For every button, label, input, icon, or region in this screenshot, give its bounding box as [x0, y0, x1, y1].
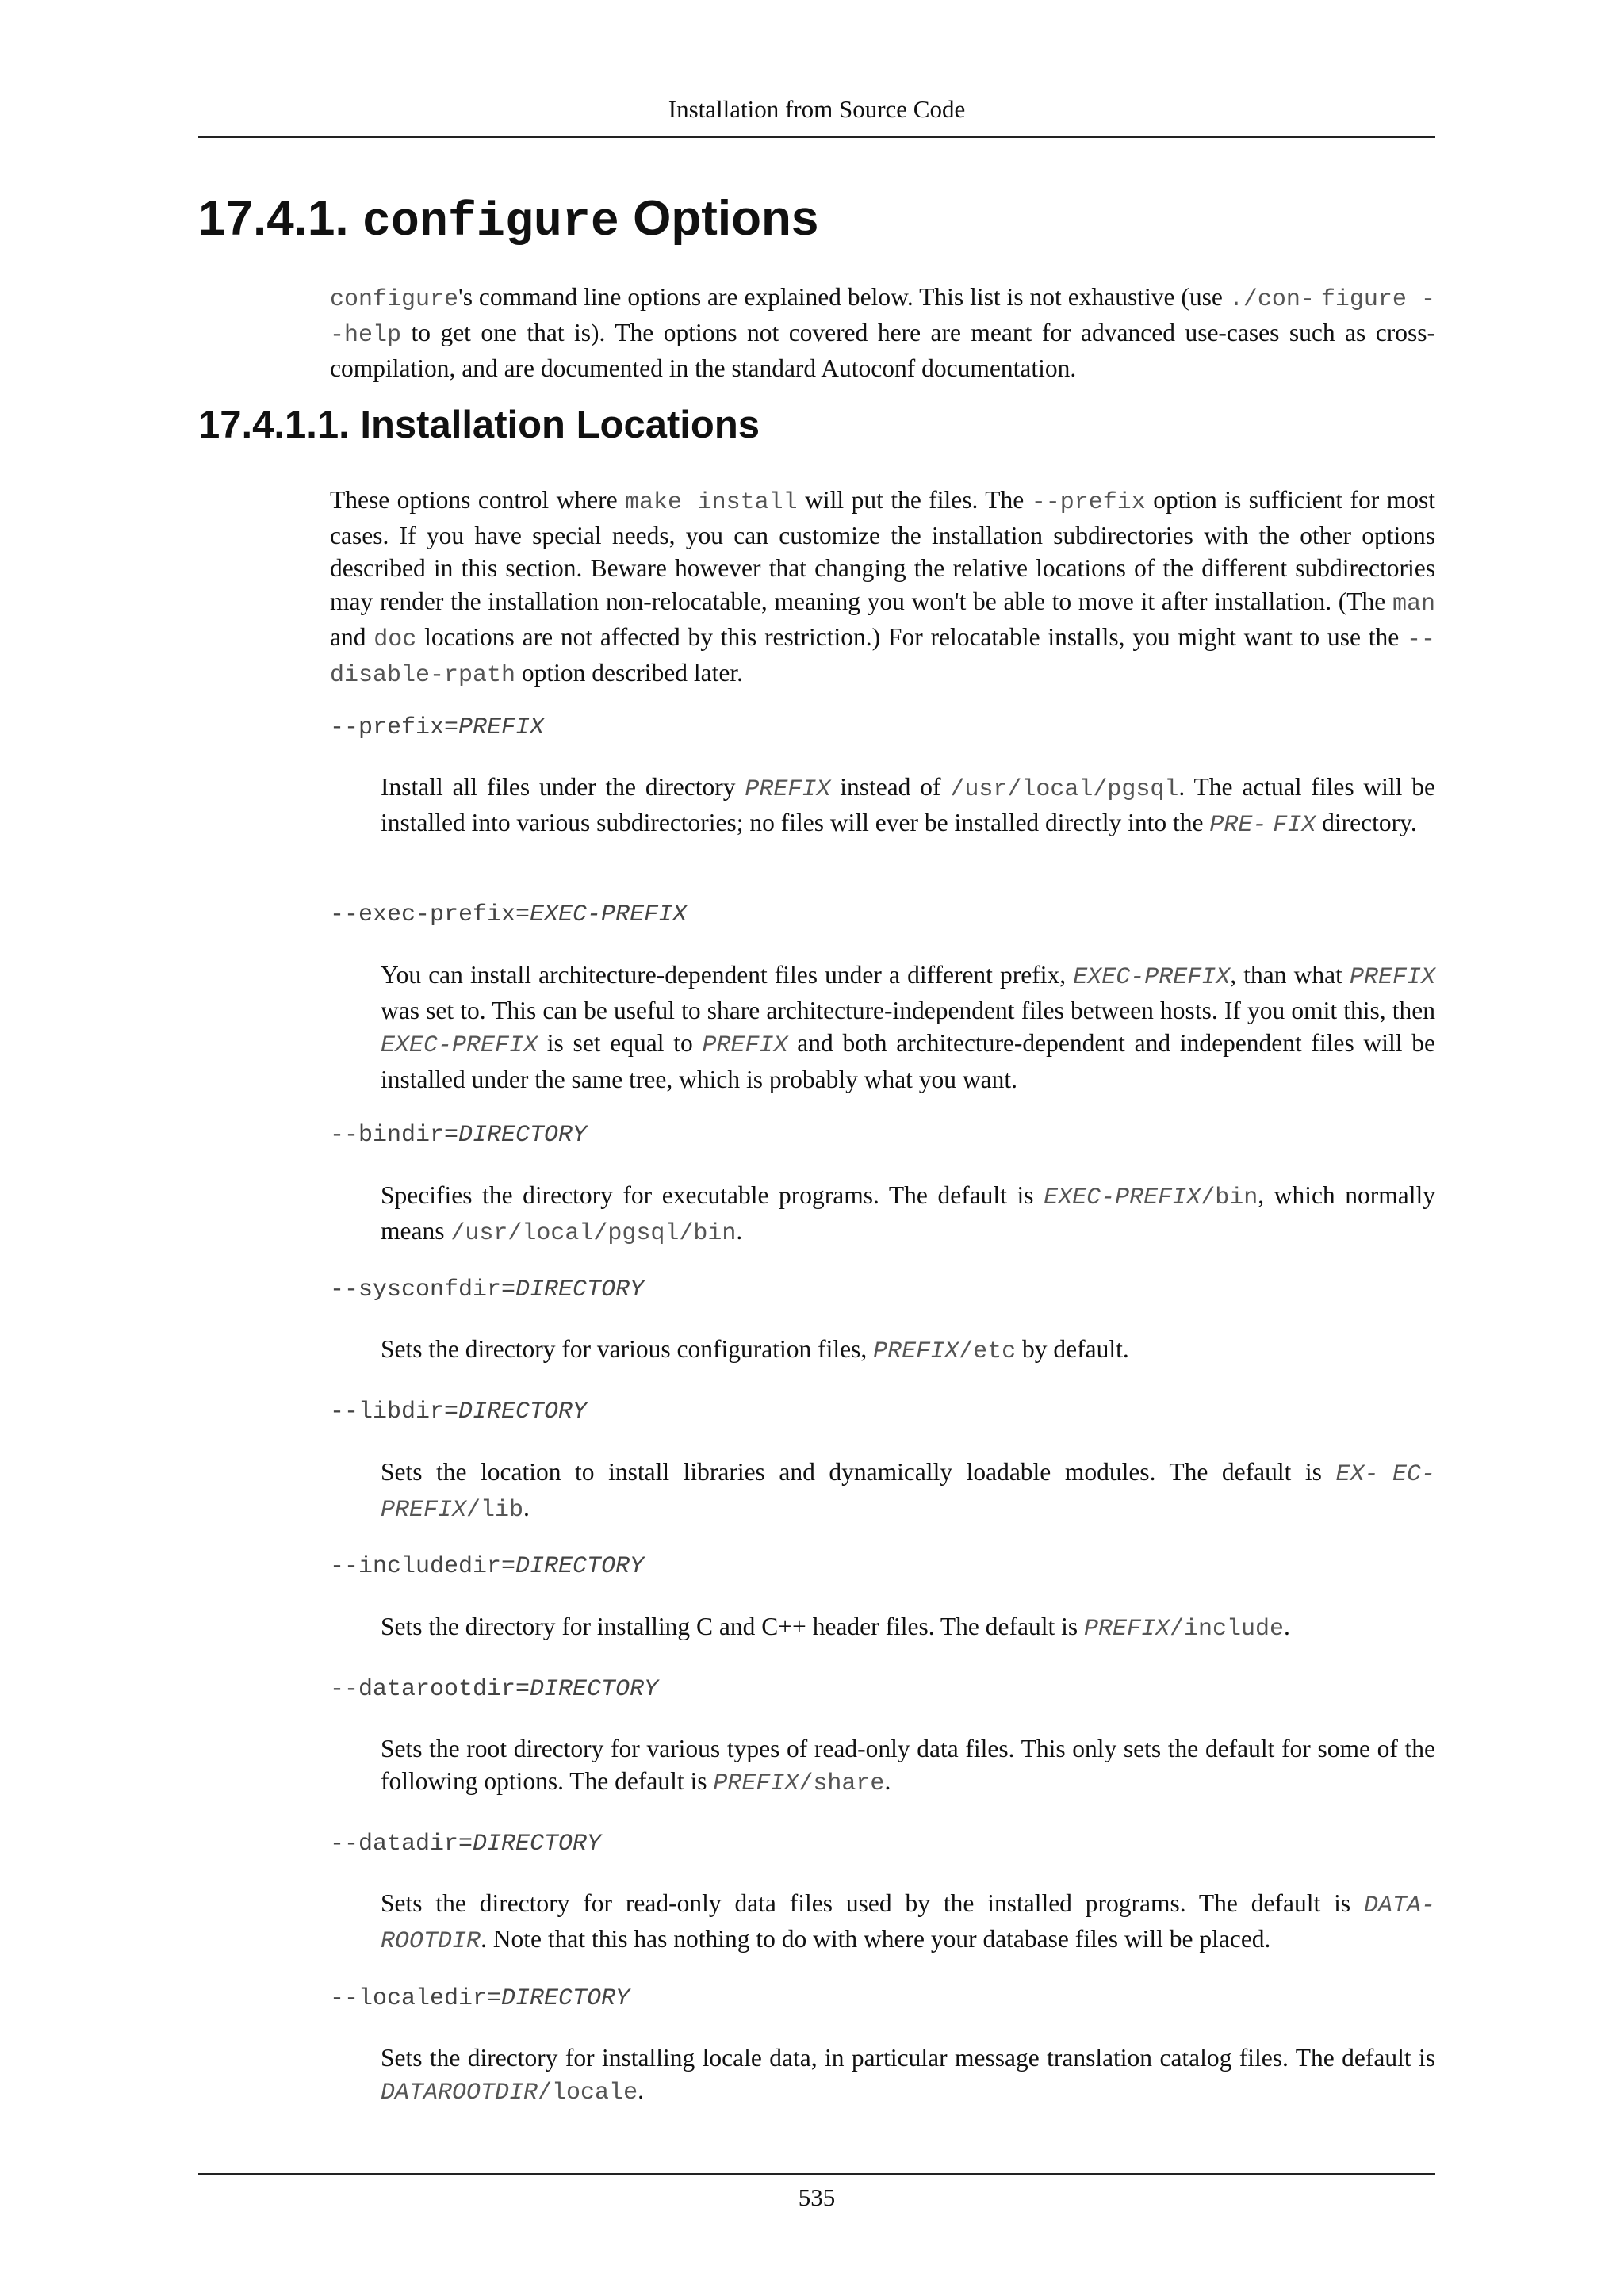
section-title-code: configure: [362, 196, 619, 250]
option-desc-libdir: Sets the location to install libraries and dynamically loadable modules. The default is EX- EC-PREFIX/lib.: [381, 1458, 1435, 1525]
subsection-paragraph: These options control where make install will put the files. The --prefix option is sufficient for most cases. If you have special needs, you can customize the installation subdirectories with the other options described in this section. Beware however that changing the relative locations of the different subdirectories may render the installation non-relocatable, meaning you won't be able to move it after installation. (The man and doc locations are not affected by this restriction.) For relocatable installs, you might want to use the --disable-rpath option described later.: [330, 486, 1436, 690]
option-desc-sysconfdir: Sets the directory for various configuration files, PREFIX/etc by default.: [381, 1335, 1129, 1365]
section-number: 17.4.1.: [198, 191, 349, 246]
option-desc-localedir: Sets the directory for installing locale data, in particular message translation catalog files. The default is DATAROOTDIR/locale.: [381, 2044, 1435, 2107]
option-term-localedir: --localedir=DIRECTORY: [330, 1985, 630, 2012]
option-term-exec-prefix: --exec-prefix=EXEC-PREFIX: [330, 901, 688, 928]
option-desc-bindir: Specifies the directory for executable programs. The default is EXEC-PREFIX/bin, which normally means /usr/local/pgsql/bin.: [381, 1181, 1435, 1248]
section-heading: [198, 187, 818, 254]
option-term-sysconfdir: --sysconfdir=DIRECTORY: [330, 1276, 645, 1303]
option-desc-datarootdir: Sets the root directory for various types of read-only data files. This only sets the default for some of the following options. The default is PREFIX/share.: [381, 1735, 1435, 1798]
option-term-bindir: --bindir=DIRECTORY: [330, 1122, 588, 1149]
option-desc-exec-prefix: You can install architecture-dependent files under a different prefix, EXEC-PREFIX, than what PREFIX was set to. This can be useful to share architecture-independent files between hosts. If you omit this, then EXEC-PREFIX is set equal to PREFIX and both architecture-dependent and independent files will be installed under the same tree, which is probably what you want.: [381, 961, 1435, 1093]
option-term-includedir: --includedir=DIRECTORY: [330, 1553, 645, 1580]
section-title-rest: Options: [633, 191, 819, 246]
subsection-number: 17.4.1.1.: [198, 404, 350, 446]
section-intro: configure's command line options are explained below. This list is not exhaustive (use ./con- figure --help to get one that is). The options not covered here are meant for advanced use-cases such as cross-compilation, and are documented in the standard Autoconf documentation.: [330, 283, 1435, 383]
header-rule: [198, 136, 1435, 138]
option-term-libdir: --libdir=DIRECTORY: [330, 1399, 588, 1425]
option-term-datarootdir: --datarootdir=DIRECTORY: [330, 1676, 659, 1703]
option-desc-datadir: Sets the directory for read-only data files used by the installed programs. The default is DATA- ROOTDIR. Note that this has nothing to do with where your database files will be placed.: [381, 1889, 1435, 1956]
option-term-prefix: --prefix=PREFIX: [330, 714, 545, 741]
footer-rule: [198, 2173, 1435, 2175]
option-desc-includedir: Sets the directory for installing C and C++ header files. The default is PREFIX/include.: [381, 1613, 1290, 1643]
page-number: 535: [798, 2183, 836, 2211]
subsection-title: Installation Locations: [360, 404, 760, 446]
option-term-datadir: --datadir=DIRECTORY: [330, 1831, 602, 1858]
subsection-heading: [198, 400, 760, 450]
option-desc-prefix: Install all files under the directory PREFIX instead of /usr/local/pgsql. The actual files will be installed into various subdirectories; no files will ever be installed directly into the PRE- FIX directory.: [381, 773, 1435, 840]
running-header: Installation from Source Code: [668, 95, 966, 123]
